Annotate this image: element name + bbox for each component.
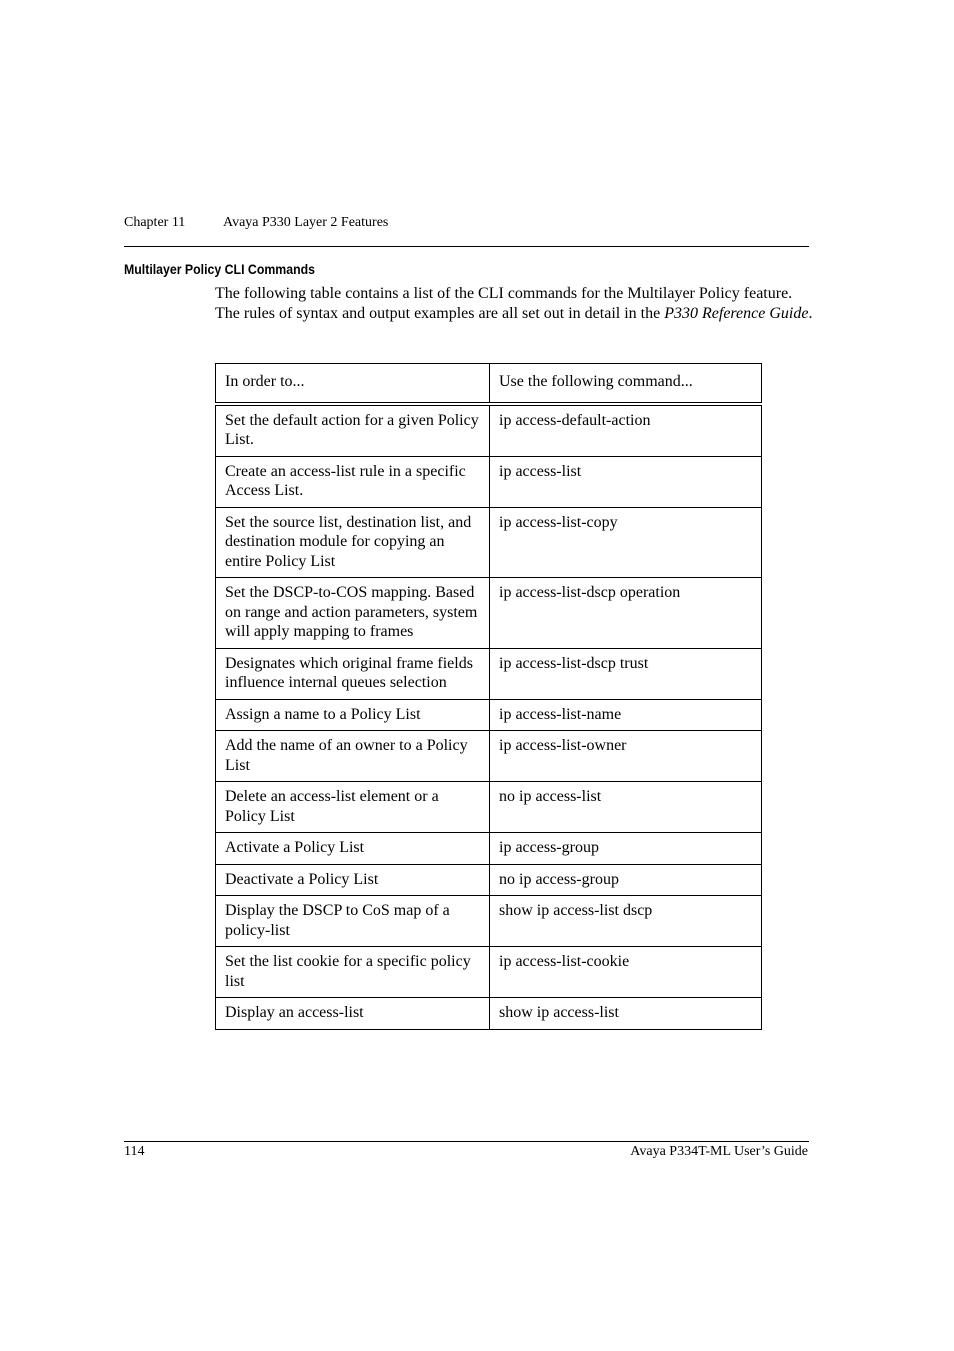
intro-text: The following table contains a list of the CLI commands for the Multilayer Policy feature. The rules of syntax and output examples are all set out in detail in the bbox=[215, 285, 793, 322]
command-cell: no ip access-group bbox=[490, 864, 762, 896]
header-command: Use the following command... bbox=[490, 364, 762, 404]
purpose-cell: Display the DSCP to CoS map of a policy-list bbox=[216, 896, 490, 947]
command-cell: show ip access-list bbox=[490, 998, 762, 1030]
chapter-title: Avaya P330 Layer 2 Features bbox=[223, 215, 389, 230]
command-cell: ip access-list-dscp trust bbox=[490, 648, 762, 699]
command-cell: ip access-list-cookie bbox=[490, 947, 762, 998]
table-row bbox=[216, 648, 762, 699]
guide-title: Avaya P334T-ML User’s Guide bbox=[630, 1144, 808, 1159]
table-row bbox=[216, 833, 762, 865]
header-rule bbox=[124, 246, 809, 247]
table-row bbox=[216, 578, 762, 649]
table-row bbox=[216, 998, 762, 1030]
purpose-cell: Create an access-list rule in a specific Access List. bbox=[216, 456, 490, 507]
command-cell: no ip access-list bbox=[490, 782, 762, 833]
running-header bbox=[124, 215, 808, 231]
section-title: Multilayer Policy CLI Commands bbox=[124, 261, 316, 277]
reference-guide-title: P330 Reference Guide bbox=[664, 305, 809, 322]
purpose-cell: Set the default action for a given Policy List. bbox=[216, 404, 490, 457]
purpose-cell: Assign a name to a Policy List bbox=[216, 699, 490, 731]
command-cell: ip access-group bbox=[490, 833, 762, 865]
cli-commands-table bbox=[215, 363, 762, 1030]
purpose-cell: Designates which original frame fields influence internal queues selection bbox=[216, 648, 490, 699]
table-row bbox=[216, 456, 762, 507]
command-cell: ip access-list-owner bbox=[490, 731, 762, 782]
table-row bbox=[216, 507, 762, 578]
table-row bbox=[216, 947, 762, 998]
table-row bbox=[216, 731, 762, 782]
purpose-cell: Delete an access-list element or a Policy List bbox=[216, 782, 490, 833]
intro-text-end: . bbox=[808, 305, 813, 322]
table-row bbox=[216, 404, 762, 457]
command-cell: ip access-default-action bbox=[490, 404, 762, 457]
header-purpose: In order to... bbox=[216, 364, 490, 404]
intro-paragraph bbox=[215, 284, 815, 324]
purpose-cell: Deactivate a Policy List bbox=[216, 864, 490, 896]
purpose-cell: Set the source list, destination list, and destination module for copying an entire Policy List bbox=[216, 507, 490, 578]
table-row bbox=[216, 699, 762, 731]
footer-rule bbox=[124, 1141, 809, 1142]
command-cell: ip access-list bbox=[490, 456, 762, 507]
purpose-cell: Set the DSCP-to-COS mapping. Based on range and action parameters, system will apply mapping to frames bbox=[216, 578, 490, 649]
table-row bbox=[216, 896, 762, 947]
table-row bbox=[216, 864, 762, 896]
command-cell: ip access-list-name bbox=[490, 699, 762, 731]
table-header-row bbox=[216, 364, 762, 404]
table-row bbox=[216, 782, 762, 833]
command-cell: ip access-list-copy bbox=[490, 507, 762, 578]
page-number: 114 bbox=[124, 1144, 145, 1159]
chapter-label: Chapter 11 bbox=[124, 215, 186, 230]
command-cell: ip access-list-dscp operation bbox=[490, 578, 762, 649]
command-cell: show ip access-list dscp bbox=[490, 896, 762, 947]
purpose-cell: Activate a Policy List bbox=[216, 833, 490, 865]
purpose-cell: Add the name of an owner to a Policy List bbox=[216, 731, 490, 782]
purpose-cell: Display an access-list bbox=[216, 998, 490, 1030]
purpose-cell: Set the list cookie for a specific policy list bbox=[216, 947, 490, 998]
